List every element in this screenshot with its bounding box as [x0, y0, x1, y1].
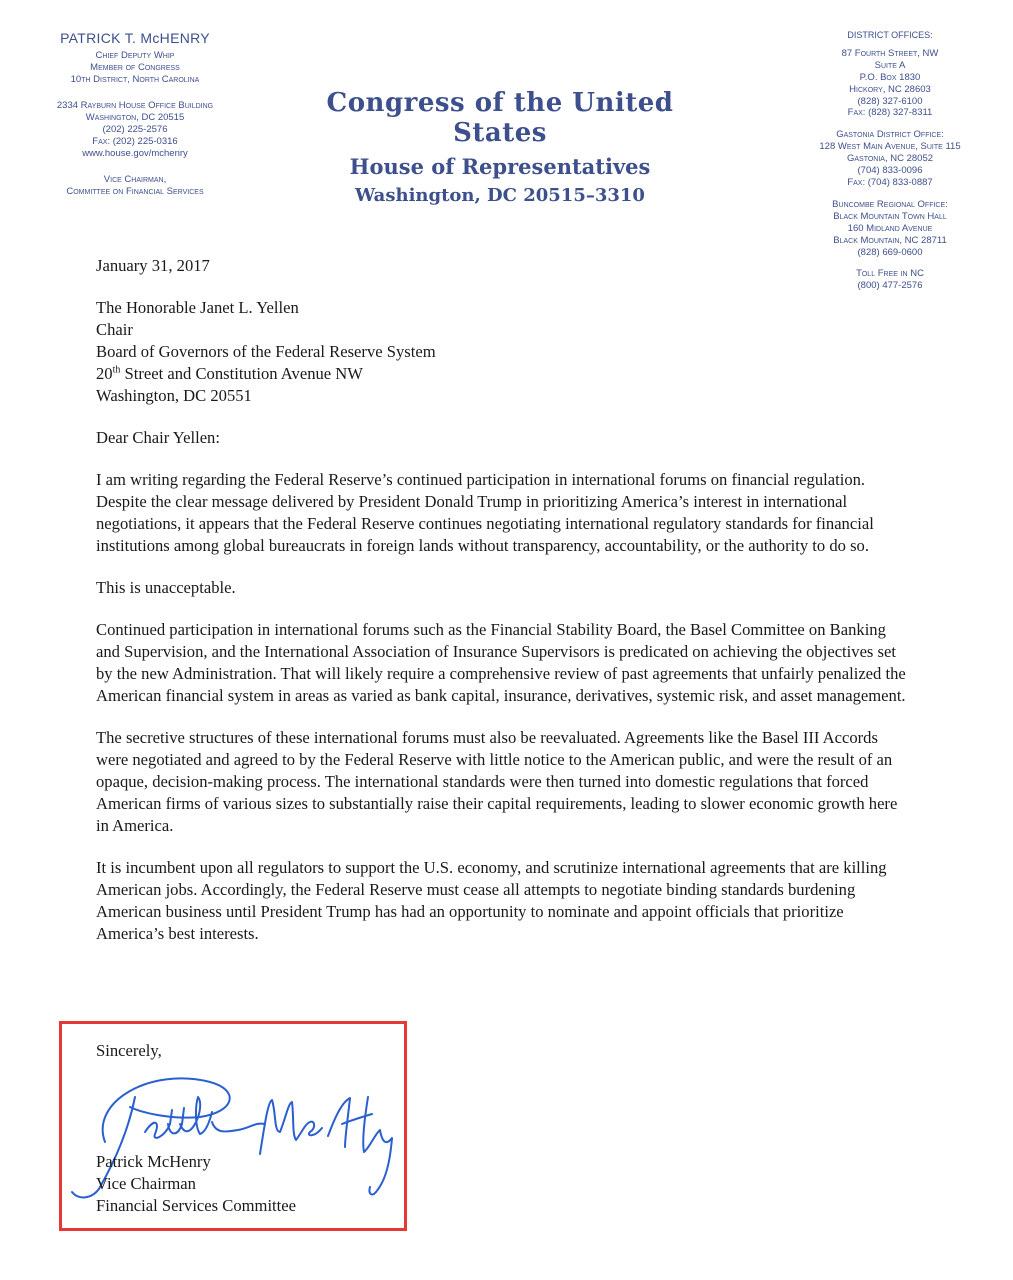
address-superscript: th: [112, 364, 121, 376]
district-office-line: 160 Midland Avenue: [847, 222, 933, 234]
letter-date: January 31, 2017: [96, 256, 210, 275]
letter-body: [96, 255, 916, 965]
dc-office-line: 2334 Rayburn House Office Building: [56, 100, 214, 111]
address-line: [96, 363, 916, 385]
dc-office-line: Fax: (202) 225-0316: [92, 136, 178, 147]
district-office-line: Suite A: [874, 59, 906, 71]
closing: Sincerely,: [96, 1041, 162, 1060]
district-office-line: Hickory, NC 28603: [849, 83, 931, 95]
district-office-line: Toll Free in NC: [856, 268, 924, 280]
paragraph: I am writing regarding the Federal Reserve’s continued participation in international forums on financial regulation. Despite the clear message delivered by President Donald Trump in prioritizing America’s interest in international negotiations, it appears that the Federal Reserve continues negotiating international regulatory standards for financial institutions among global bureaucrats in foreign lands without transparency, accountability, or the authority to do so.: [96, 470, 874, 555]
signer-block: [96, 1151, 296, 1217]
district-office-line: Gastonia District Office:: [836, 129, 944, 141]
recipient-address: [96, 297, 916, 407]
district-office-line: Gastonia, NC 28052: [846, 153, 934, 165]
committee-role: Committee on Financial Services: [66, 186, 204, 197]
address-line: Washington, DC 20551: [96, 386, 252, 405]
dc-office-line: (202) 225-2576: [102, 124, 168, 135]
dc-office-line: www.house.gov/mchenry: [82, 148, 188, 159]
letterhead-right: [790, 30, 990, 292]
district-office-line: Fax: (828) 327-8311: [847, 107, 933, 119]
member-name: PATRICK T. McHENRY: [60, 30, 210, 46]
address-line: Chair: [96, 320, 133, 339]
signer-title: Vice Chairman: [96, 1174, 196, 1193]
district-office-line: (828) 327-6100: [857, 95, 923, 107]
washington-heading: Washington, DC 20515–3310: [355, 185, 645, 206]
district-office-line: (704) 833-0096: [857, 165, 923, 177]
district-office-line: 128 West Main Avenue, Suite 115: [819, 141, 961, 153]
letterhead-left: [10, 30, 260, 198]
paragraph: This is unacceptable.: [96, 578, 236, 597]
salutation: Dear Chair Yellen:: [96, 428, 220, 447]
paragraph: Continued participation in international forums such as the Financial Stability Board, the Basel Committee on Banking and Supervision, and the International Association of Insurance Supervisors is predicated on achieving the objectives set by the new Administration. That will likely require a comprehensive review of past agreements that unfairly penalized the American financial system in areas as varied as bank capital, insurance, derivatives, systemic risk, and asset management.: [96, 620, 906, 705]
address-street-number: 20: [96, 364, 113, 383]
district-offices-title: DISTRICT OFFICES:: [847, 30, 933, 40]
district-office-line: (828) 669-0600: [857, 246, 923, 258]
district-office-line: Fax: (704) 833-0887: [847, 176, 933, 188]
paragraph: The secretive structures of these international forums must also be reevaluated. Agreements like the Basel III Accords were negotiated and agreed to by the Federal Reserve with little notice to the American public, and were the result of an opaque, decision-making process. The international standards were then turned into domestic regulations that forced American firms of various sizes to substantially raise their capital requirements, leading to slower economic growth here in America.: [96, 728, 898, 835]
member-title: 10th District, North Carolina: [70, 74, 200, 85]
address-street-rest: Street and Constitution Avenue NW: [120, 364, 363, 383]
address-line: Board of Governors of the Federal Reserve System: [96, 342, 436, 361]
dc-office-line: Washington, DC 20515: [85, 112, 185, 123]
district-office-line: P.O. Box 1830: [859, 71, 921, 83]
letterhead-center: [290, 88, 710, 206]
member-title: Chief Deputy Whip: [95, 50, 175, 61]
district-office-line: Black Mountain Town Hall: [833, 210, 947, 222]
signer-name: Patrick McHenry: [96, 1152, 211, 1171]
district-office-line: (800) 477-2576: [857, 280, 923, 292]
paragraph: It is incumbent upon all regulators to support the U.S. economy, and scrutinize international agreements that are killing American jobs. Accordingly, the Federal Reserve must cease all attempts to negotiate binding standards burdening American business until President Trump has had an opportunity to nominate and appoint officials that prioritize America’s best interests.: [96, 858, 887, 943]
district-office-line: Buncombe Regional Office:: [832, 198, 948, 210]
signer-committee: Financial Services Committee: [96, 1196, 297, 1215]
district-office-line: Black Mountain, NC 28711: [833, 234, 947, 246]
address-line: The Honorable Janet L. Yellen: [96, 298, 299, 317]
member-title: Member of Congress: [90, 62, 180, 73]
committee-role: Vice Chairman,: [103, 174, 167, 185]
district-office-line: 87 Fourth Street, NW: [841, 47, 939, 59]
congress-heading: Congress of the United States: [326, 88, 674, 148]
house-heading: House of Representatives: [349, 154, 651, 179]
